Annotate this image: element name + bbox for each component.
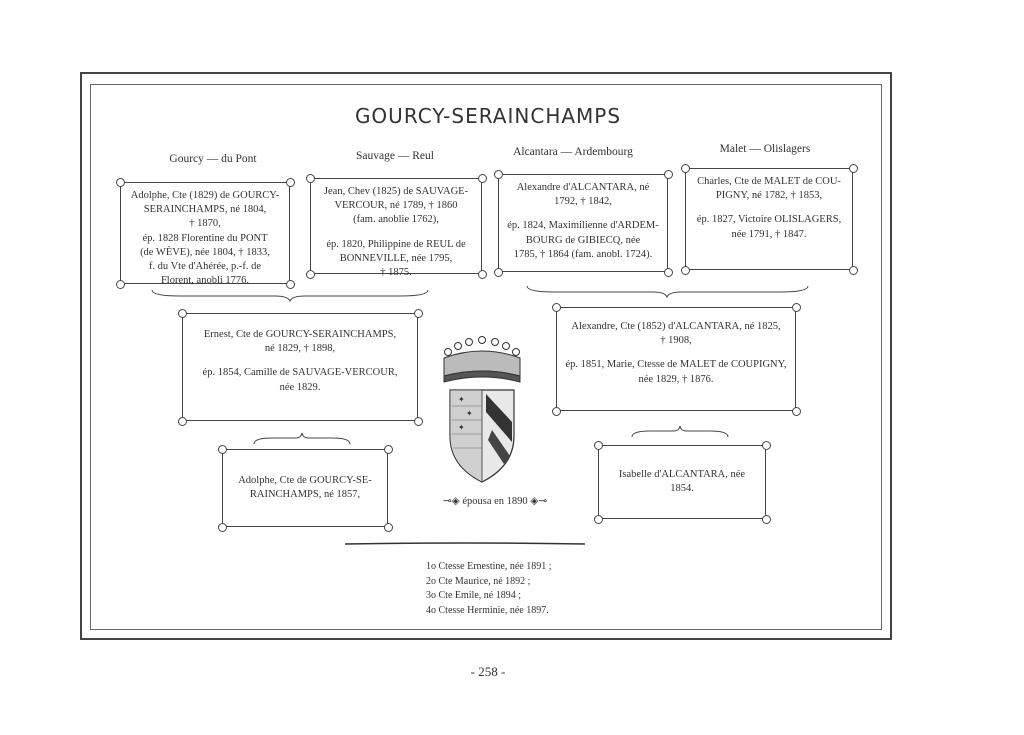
box-line: Isabelle d'ALCANTARA, née [618, 469, 746, 480]
svg-text:✦: ✦ [466, 409, 473, 418]
box-line: BOURG de GIBIECQ, née [525, 234, 641, 246]
box-line: né 1829, † 1898, [264, 343, 336, 355]
box-line: ép. 1854, Camille de SAUVAGE-VERCOUR, [202, 367, 398, 379]
page-number [0, 664, 976, 680]
box-line: SERAINCHAMPS, né 1804, [143, 204, 267, 216]
corner-ornament [762, 441, 771, 450]
ornament-left-icon: ⊸◈ [442, 496, 460, 507]
dash-ornament: - [470, 664, 479, 679]
box-line: ép. 1824, Maximilienne d'ARDEM- [507, 220, 659, 232]
corner-ornament [414, 309, 423, 318]
box-line: † 1908, [660, 335, 692, 347]
box-line: (fam. anoblie 1762), [353, 214, 439, 226]
corner-ornament [286, 280, 295, 289]
box-line: VERCOUR, né 1789, † 1860 [334, 200, 458, 212]
corner-ornament [681, 266, 690, 275]
box-line: 1854. [670, 483, 694, 495]
child-item: 4o Ctesse Herminie, née 1897. [426, 604, 549, 616]
box-line: PIGNY, né 1782, † 1853, [715, 190, 823, 202]
box-line: BONNEVILLE, née 1795, [339, 252, 453, 264]
corner-ornament [792, 303, 801, 312]
box-line: née 1791, † 1847. [731, 228, 807, 240]
dash-ornament: - [497, 664, 506, 679]
corner-ornament [218, 523, 227, 532]
corner-ornament [178, 417, 187, 426]
child-item: 1o Ctesse Ernestine, née 1891 ; [426, 561, 552, 572]
box-line: f. du Vte d'Ahérée, p.-f. de [148, 260, 262, 272]
box-line: Florent, anobli 1776. [160, 275, 250, 287]
box-line: Adolphe, Cte de GOURCY-SE- [238, 475, 372, 486]
ornament-right-icon: ◈⊸ [530, 496, 548, 507]
box-line: Alexandre d'ALCANTARA, né [516, 182, 650, 193]
box-line: Ernest, Cte de GOURCY-SERAINCHAMPS, [203, 329, 397, 340]
column-heading-malet: Malet — Olislagers [719, 143, 811, 155]
corner-ornament [664, 268, 673, 277]
box-adolphe-1857 [222, 449, 388, 527]
box-line: Charles, Cte de MALET de COU- [697, 176, 841, 187]
corner-ornament [664, 170, 673, 179]
corner-ornament [849, 266, 858, 275]
corner-ornament [414, 417, 423, 426]
box-malet-olislagers [685, 168, 853, 270]
corner-ornament [849, 164, 858, 173]
corner-ornament [306, 270, 315, 279]
box-line: ép. 1827, Victoire OLISLAGERS, [696, 214, 842, 226]
column-heading-alcantara: Alcantara — Ardembourg [513, 146, 633, 158]
children-list [426, 560, 552, 618]
box-line: ép. 1820, Philippine de REUL de [326, 238, 466, 250]
svg-text:✦: ✦ [458, 395, 465, 404]
box-line: née 1829, † 1876. [638, 373, 714, 385]
corner-ornament [116, 280, 125, 289]
corner-ornament [384, 445, 393, 454]
box-line: Adolphe, Cte (1829) de GOURCY- [130, 190, 280, 201]
column-heading-sauvage: Sauvage — Reul [356, 150, 434, 162]
box-line: Alexandre, Cte (1852) d'ALCANTARA, né 1825, [571, 321, 781, 332]
box-line: ép. 1828 Florentine du PONT [142, 232, 268, 244]
brace-right-bottom [630, 425, 730, 439]
marriage-note [420, 495, 570, 507]
box-line: 1792, † 1842, [554, 196, 612, 208]
corner-ornament [552, 303, 561, 312]
box-line: † 1870, [189, 218, 221, 230]
column-heading-gourcy: Gourcy — du Pont [169, 153, 257, 165]
corner-ornament [178, 309, 187, 318]
box-line: RAINCHAMPS, né 1857, [249, 489, 361, 501]
box-sauvage-reul [310, 178, 482, 278]
box-isabelle [598, 445, 766, 519]
marriage-text: épousa en 1890 [462, 496, 528, 507]
corner-ornament [286, 178, 295, 187]
box-line: 1785, † 1864 (fam. anobl. 1724). [513, 248, 653, 260]
corner-ornament [384, 523, 393, 532]
corner-ornament [681, 164, 690, 173]
corner-ornament [762, 515, 771, 524]
brace-left-bottom [252, 432, 352, 446]
box-alexandre-1852 [556, 307, 796, 411]
corner-ornament [494, 170, 503, 179]
corner-ornament [306, 174, 315, 183]
child-item: 2o Cte Maurice, né 1892 ; [426, 575, 531, 587]
box-line: † 1875. [380, 266, 412, 278]
box-line: (de WÈVE), née 1804, † 1833, [140, 246, 270, 258]
corner-ornament [494, 268, 503, 277]
separator-rule [345, 542, 585, 546]
svg-text:✦: ✦ [458, 423, 465, 432]
child-item: 3o Cte Emile, né 1894 ; [426, 590, 521, 601]
page-title: GOURCY-SERAINCHAMPS [354, 104, 622, 128]
brace-left-top [150, 288, 430, 302]
corner-ornament [478, 270, 487, 279]
box-alcantara-ardembourg [498, 174, 668, 272]
coat-of-arms-icon [436, 336, 528, 488]
box-line: Jean, Chev (1825) de SAUVAGE- [323, 186, 469, 197]
box-line: ép. 1851, Marie, Ctesse de MALET de COUPIGNY, [565, 359, 787, 371]
corner-ornament [594, 441, 603, 450]
brace-right-top [525, 284, 810, 298]
corner-ornament [552, 407, 561, 416]
corner-ornament [792, 407, 801, 416]
box-ernest [182, 313, 418, 421]
corner-ornament [218, 445, 227, 454]
corner-ornament [594, 515, 603, 524]
box-line: née 1829. [279, 381, 321, 393]
box-gourcy-du-pont [120, 182, 290, 287]
corner-ornament [116, 178, 125, 187]
corner-ornament [478, 174, 487, 183]
page-number-value: 258 [478, 664, 498, 679]
